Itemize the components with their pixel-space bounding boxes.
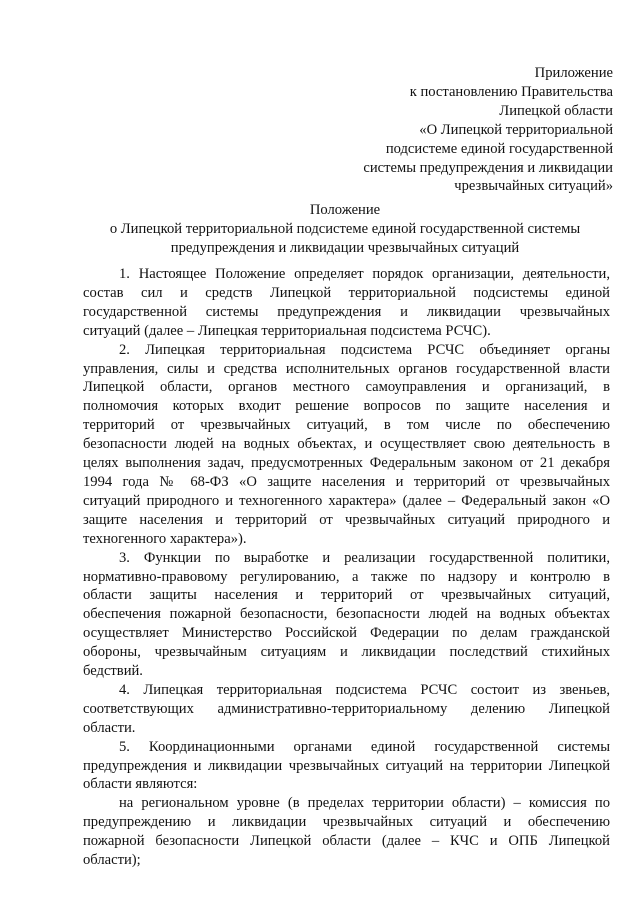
text-line: области); xyxy=(83,852,141,869)
paragraph-2 xyxy=(83,341,610,549)
text-line: на региональном уровне (в пределах территории области) – комиссия по xyxy=(119,795,610,812)
text-line: области являются: xyxy=(83,776,198,793)
text-line: безопасности людей на водных объектах, и осуществляет свою деятельность в xyxy=(83,436,610,453)
text-line: области защиты населения и территорий от чрезвычайных ситуаций, xyxy=(83,587,610,604)
text-line: Липецкой области, органов местного самоуправления и организаций, в xyxy=(83,379,610,396)
appendix-header xyxy=(313,64,613,196)
text-line: ситуаций (далее – Липецкая территориальная подсистема РСЧС). xyxy=(83,322,491,339)
appendix-line: «О Липецкой территориальной xyxy=(419,121,613,138)
appendix-line: к постановлению Правительства xyxy=(409,83,613,100)
text-line: управления, силы и средства исполнительных органов государственной власти xyxy=(83,360,610,377)
text-line: бедствий. xyxy=(83,663,143,680)
appendix-line: Приложение xyxy=(534,65,613,81)
paragraph-1 xyxy=(83,265,610,341)
text-line: 1. Настоящее Положение определяет порядок организации, деятельности, xyxy=(119,266,610,282)
text-line: 3. Функции по выработке и реализации государственной политики, xyxy=(119,549,610,566)
text-line: нормативно-правовому регулированию, а также по надзору и контролю в xyxy=(83,568,610,585)
text-line: 1994 года № 68-ФЗ «О защите населения и территорий от чрезвычайных xyxy=(83,473,610,490)
paragraph-5 xyxy=(83,738,610,795)
appendix-line: системы предупреждения и ликвидации xyxy=(363,159,613,176)
text-line: предупреждения и ликвидации чрезвычайных ситуаций на территории Липецкой xyxy=(83,757,610,774)
text-line: области. xyxy=(83,719,136,736)
appendix-line: чрезвычайных ситуаций» xyxy=(454,178,613,195)
text-line: 4. Липецкая территориальная подсистема РСЧС состоит из звеньев, xyxy=(119,681,610,698)
text-line: целях выполнения задач, предусмотренных Федеральным законом от 21 декабря xyxy=(83,455,610,472)
title-subtitle-line: предупреждения и ликвидации чрезвычайных ситуаций xyxy=(170,239,520,256)
text-line: техногенного характера»). xyxy=(83,530,247,547)
text-line: 5. Координационными органами единой государственной системы xyxy=(119,738,610,755)
text-line: пожарной безопасности Липецкой области (далее – КЧС и ОПБ Липецкой xyxy=(83,833,610,850)
text-line: осуществляет Министерство Российской Федерации по делам гражданской xyxy=(83,625,610,642)
text-line: территорий от чрезвычайных ситуаций, в том числе по обеспечению xyxy=(83,417,610,434)
paragraph-6 xyxy=(83,794,610,870)
text-line: состав сил и средств Липецкой территориальной подсистемы единой xyxy=(83,284,610,301)
paragraph-4 xyxy=(83,681,610,738)
document-body xyxy=(83,265,610,870)
text-line: обеспечения пожарной безопасности, безопасности людей на водных объектах xyxy=(83,606,610,623)
title-heading: Положение xyxy=(309,202,381,218)
text-line: государственной системы предупреждения и ликвидации чрезвычайных xyxy=(83,303,610,320)
text-line: полномочия которых входит решение вопросов по защите населения и xyxy=(83,398,610,415)
text-line: ситуаций природного и техногенного характера» (далее – Федеральный закон «О xyxy=(83,492,610,509)
text-line: защите населения и территорий от чрезвычайных ситуаций природного и xyxy=(83,511,610,528)
paragraph-3 xyxy=(83,549,610,681)
text-line: обороны, чрезвычайным ситуациям и ликвидации последствий стихийных xyxy=(83,644,610,661)
appendix-line: Липецкой области xyxy=(499,102,613,119)
document-title xyxy=(0,201,640,258)
text-line: 2. Липецкая территориальная подсистема РСЧС объединяет органы xyxy=(119,341,610,358)
appendix-line: подсистеме единой государственной xyxy=(385,140,613,157)
text-line: соответствующих административно-территориальному делению Липецкой xyxy=(83,700,610,717)
text-line: предупреждению и ликвидации чрезвычайных ситуаций и обеспечению xyxy=(83,814,610,831)
title-subtitle-line: о Липецкой территориальной подсистеме единой государственной системы xyxy=(109,220,581,237)
